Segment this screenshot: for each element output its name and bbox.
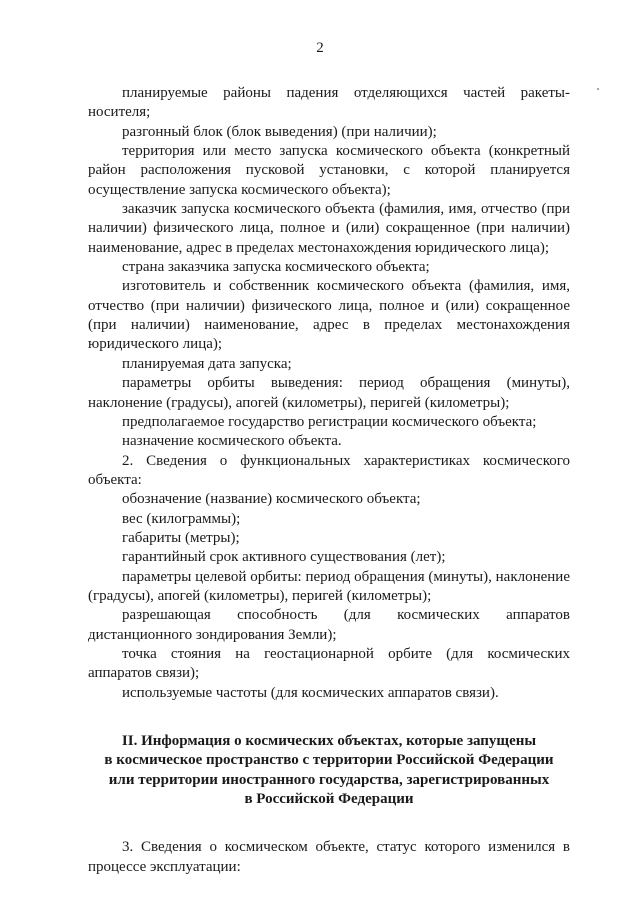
- section-heading-line: или территории иностранного государства, зарегистрированных: [108, 771, 550, 788]
- paragraph: 2. Сведения о функциональных характеристиках космического объекта:: [88, 452, 570, 488]
- paragraph: страна заказчика запуска космического объекта;: [122, 259, 430, 276]
- document-body: [88, 84, 570, 877]
- paragraph: обозначение (название) космического объекта;: [122, 491, 421, 508]
- scan-speck: [597, 88, 599, 90]
- paragraph: параметры целевой орбиты: период обращения (минуты), наклонение (градусы), апогей (километры), перигей (километры);: [88, 568, 570, 604]
- paragraph: параметры орбиты выведения: период обращения (минуты), наклонение (градусы), апогей (километры), перигей (километры);: [88, 375, 570, 411]
- paragraph: вес (килограммы);: [122, 510, 241, 527]
- paragraph: заказчик запуска космического объекта (фамилия, имя, отчество (при наличии) физического лица, полное и (или) сокращенное (при наличии) наименование, адрес в пределах местонахождения юридического лица);: [88, 201, 570, 256]
- paragraph: 3. Сведения о космическом объекте, статус которого изменился в процессе эксплуатации:: [88, 839, 570, 875]
- paragraph: используемые частоты (для космических аппаратов связи).: [122, 684, 499, 701]
- section-heading-line: в Российской Федерации: [244, 791, 414, 808]
- page-number: 2: [316, 40, 324, 56]
- paragraph: планируемая дата запуска;: [122, 355, 292, 372]
- paragraph: планируемые районы падения отделяющихся частей ракеты-носителя;: [88, 85, 570, 121]
- paragraph: назначение космического объекта.: [122, 433, 342, 450]
- paragraph: разрешающая способность (для космических аппаратов дистанционного зондирования Земли);: [88, 607, 570, 643]
- paragraph: габариты (метры);: [122, 529, 240, 546]
- paragraph: территория или место запуска космического объекта (конкретный район расположения пусковой установки, с которой планируется осуществление запуска космического объекта);: [88, 143, 570, 198]
- paragraph: изготовитель и собственник космического объекта (фамилия, имя, отчество (при наличии) физического лица, полное и (или) сокращенное (при наличии) наименование, адрес в пределах местонахождения юридического лица);: [88, 278, 570, 353]
- paragraph: предполагаемое государство регистрации космического объекта;: [122, 413, 537, 430]
- section-heading-line: II. Информация о космических объектах, которые запущены: [121, 733, 537, 749]
- paragraph: точка стояния на геостационарной орбите (для космических аппаратов связи);: [88, 645, 570, 682]
- paragraph: гарантийный срок активного существования (лет);: [122, 549, 446, 566]
- section-heading: [88, 732, 570, 809]
- paragraph: разгонный блок (блок выведения) (при наличии);: [122, 123, 437, 140]
- section-heading-line: в космическое пространство с территории Российской Федерации: [104, 752, 554, 769]
